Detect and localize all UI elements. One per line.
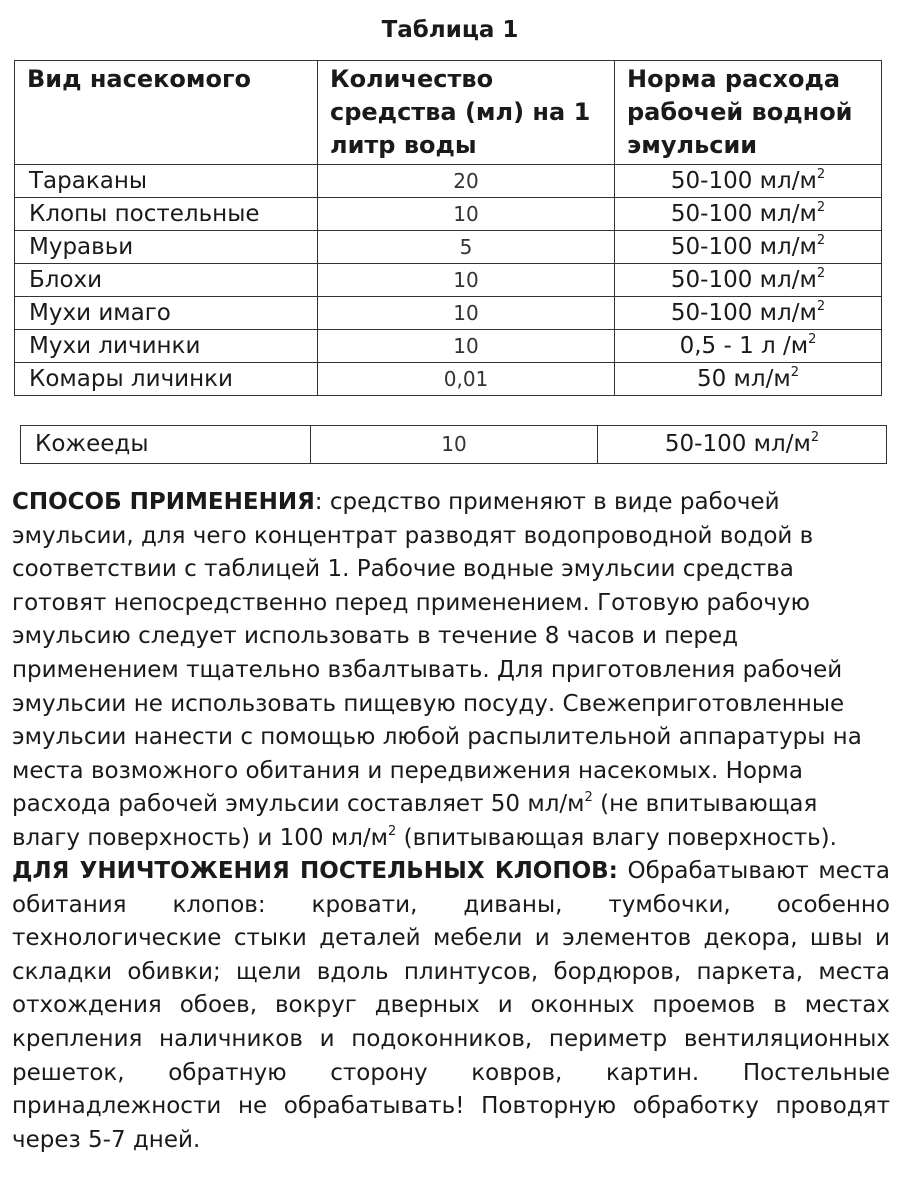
method-paragraph: СПОСОБ ПРИМЕНЕНИЯ: средство применяют в виде рабочей эмульсии, для чего концентрат разводят водопроводной водой в соответствии с таблицей 1. Рабочие водные эмульсии средства готовят непосредственно перед применением. Готовую рабочую эмульсию следует использовать в течение 8 часов и перед применением тщательно взбалтывать. Для приготовления рабочей эмульсии не использовать пищевую посуду. Свежеприготовленные эмульсии нанести с помощью любой распылительной аппаратуры на места возможного обитания и передвижения насекомых. Норма расхода рабочей эмульсии составляет 50 $мл/м^2$ (не впитывающая влагу поверхность) и 100 $мл/м^2$ (впитывающая влагу поверхность). [12,489,862,851]
cell-insect: Блохи [15,264,318,297]
cell-rate: 50 $мл/м^2$ [615,363,882,396]
table-header-row [15,61,882,165]
header-rate: Норма расхода рабочей водной эмульсии [615,61,882,165]
table-row [15,330,882,363]
cell-amount: 0,01 [318,363,615,396]
cell-rate: 50-100 $мл/м^2$ [615,297,882,330]
cell-amount: 20 [318,165,615,198]
cell-rate: 0,5 - 1 л $/м^2$ [615,330,882,363]
cell-amount: 10 [318,264,615,297]
cell-insect: Комары личинки [15,363,318,396]
cell-rate: 50-100 $мл/м^2$ [615,198,882,231]
header-insect: Вид насекомого [15,61,318,165]
table-row [15,165,882,198]
method-heading: СПОСОБ ПРИМЕНЕНИЯ [12,489,315,515]
cell-insect: Мухи имаго [15,297,318,330]
cell-insect: Кожееды [21,426,311,464]
cell-rate: 50-100 $мл/м^2$ [615,231,882,264]
extra-dosage-table [20,425,887,464]
table-row [15,198,882,231]
table-row [15,363,882,396]
cell-amount: 10 [311,426,598,464]
cell-insect: Клопы постельные [15,198,318,231]
bedbugs-paragraph: ДЛЯ УНИЧТОЖЕНИЯ ПОСТЕЛЬНЫХ КЛОПОВ: Обрабатывают места обитания клопов: кровати, диваны, тумбочки, особенно технологические стыки деталей мебели и элементов декора, швы и складки обивки; щели вдоль плинтусов, бордюров, паркета, места отхождения обоев, вокруг дверных и оконных проемов в местах крепления наличников и подоконников, периметр вентиляционных решеток, обратную сторону ковров, картин. Постельные принадлежности не обрабатывать! Повторную обработку проводят через 5-7 дней. [12,858,890,1153]
cell-rate: 50-100 $мл/м^2$ [598,426,887,464]
cell-insect: Мухи личинки [15,330,318,363]
table-row [21,426,887,464]
bedbugs-heading: ДЛЯ УНИЧТОЖЕНИЯ ПОСТЕЛЬНЫХ КЛОПОВ: [12,858,618,884]
cell-amount: 10 [318,297,615,330]
dosage-table [14,60,882,396]
cell-amount: 10 [318,330,615,363]
table-title: Таблица 1 [381,17,519,43]
table-row [15,231,882,264]
cell-insect: Тараканы [15,165,318,198]
cell-amount: 10 [318,198,615,231]
cell-rate: 50-100 $мл/м^2$ [615,264,882,297]
cell-insect: Муравьи [15,231,318,264]
table-row [15,297,882,330]
cell-rate: 50-100 $мл/м^2$ [615,165,882,198]
cell-amount: 5 [318,231,615,264]
table-row [15,264,882,297]
header-amount: Количество средства (мл) на 1 литр воды [318,61,615,165]
